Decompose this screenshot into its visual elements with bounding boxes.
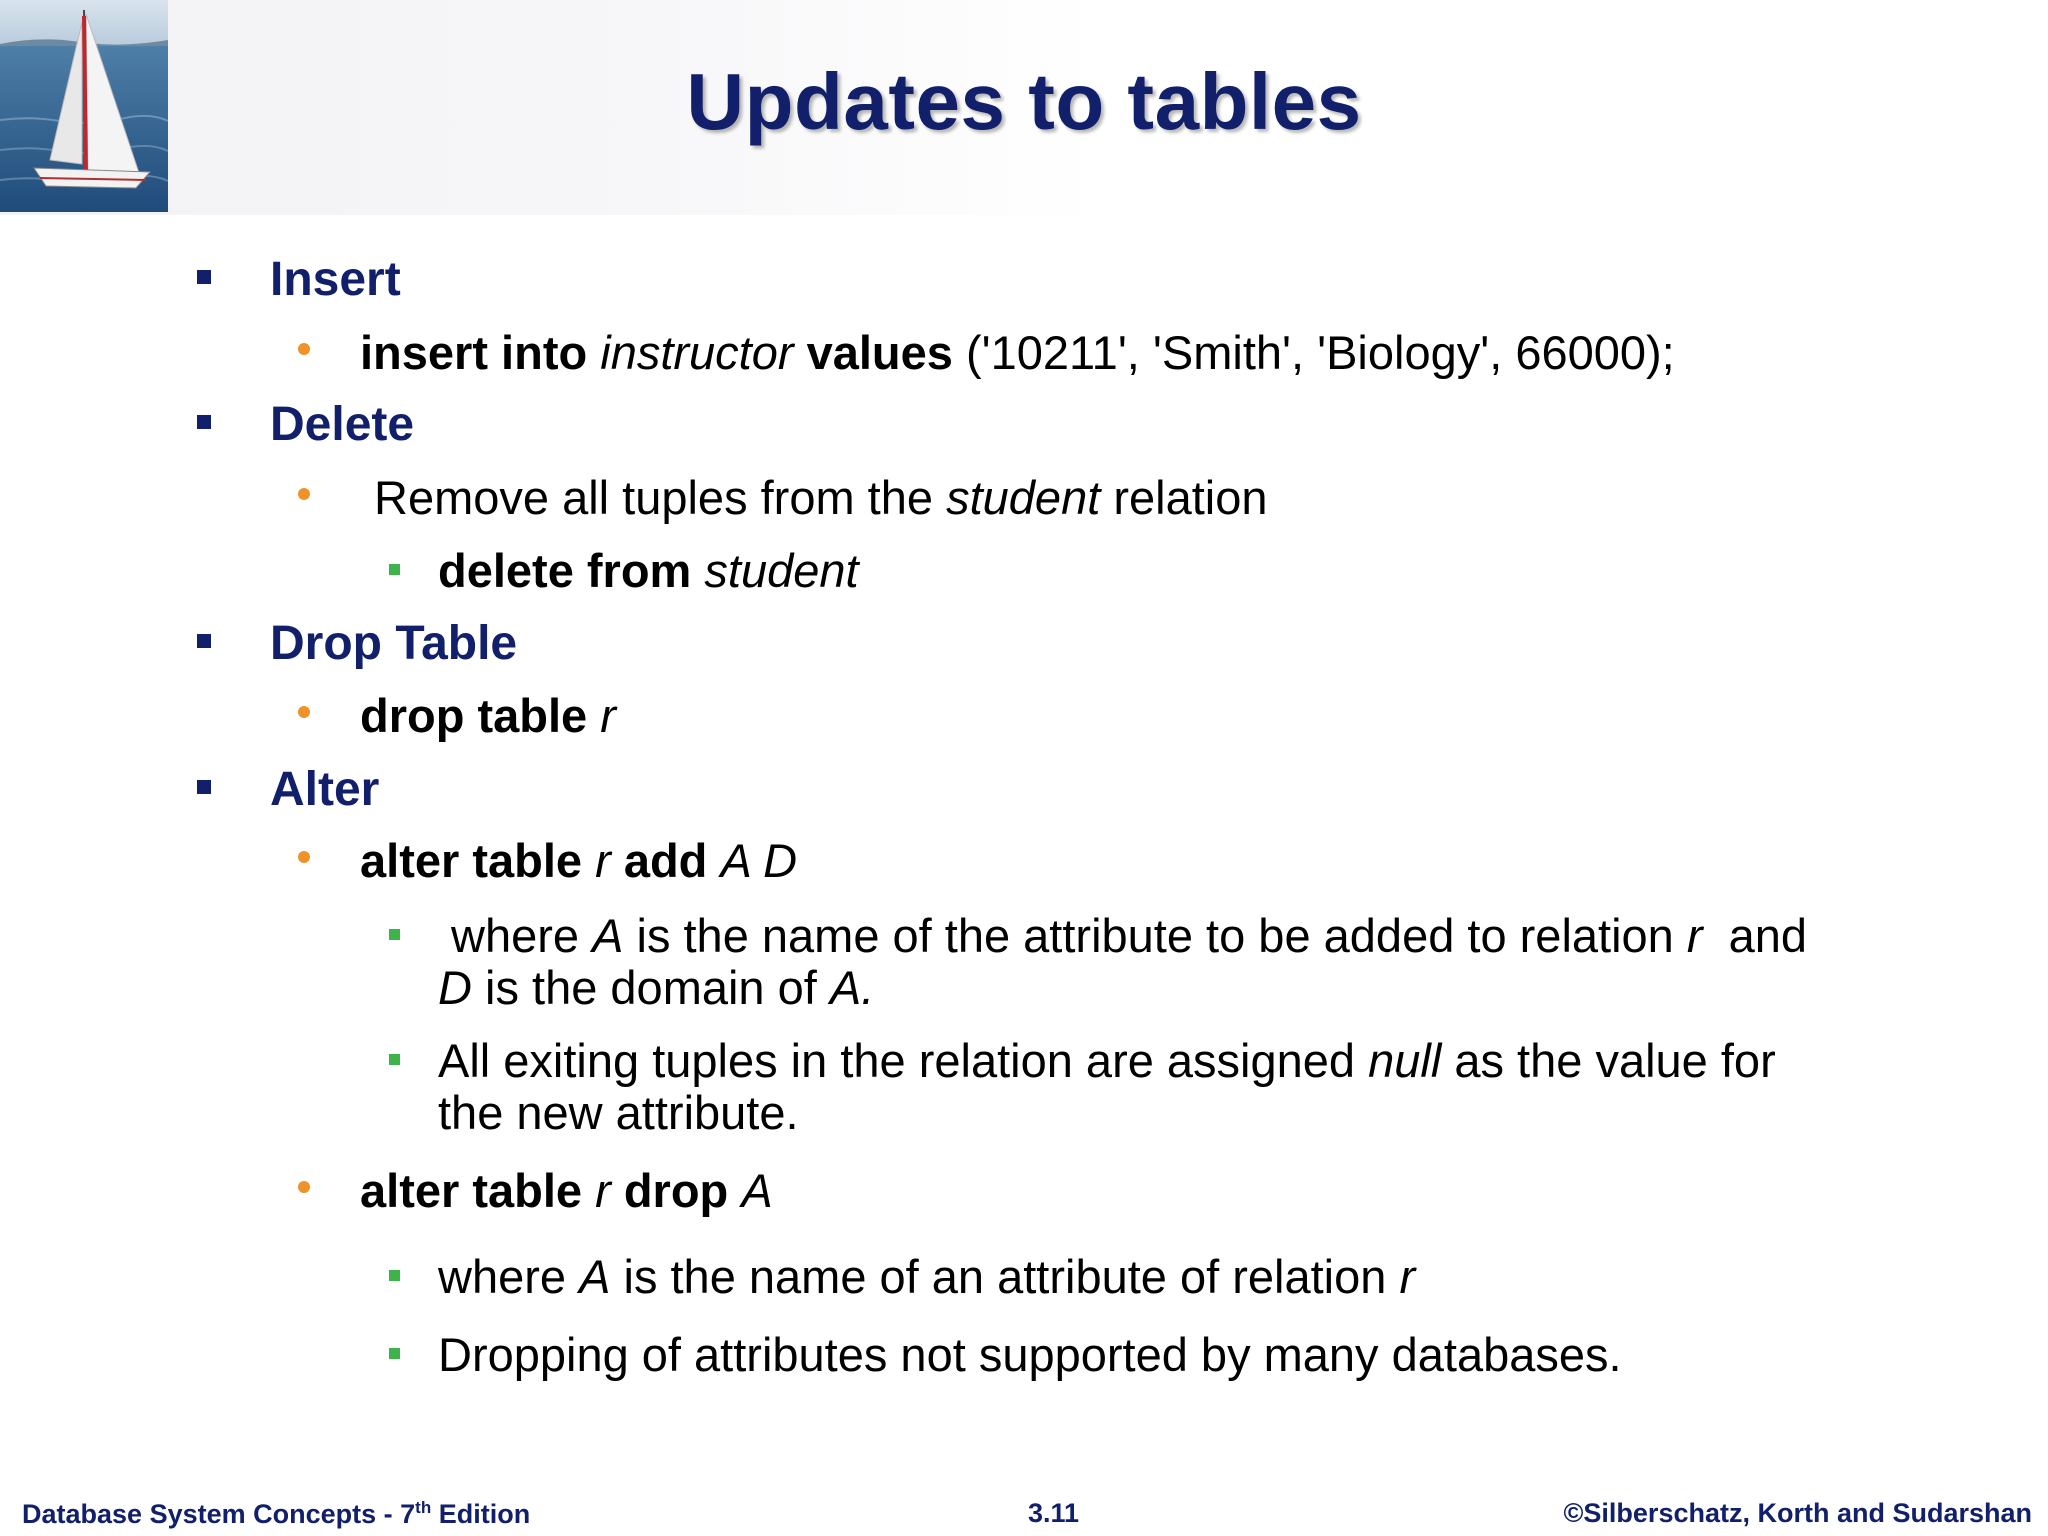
delete-description: Remove all tuples from the student relation bbox=[374, 471, 1268, 524]
alter-null-note-line2: the new attribute. bbox=[438, 1086, 799, 1139]
dot-bullet-icon bbox=[298, 706, 310, 718]
heading-drop-table: Drop Table bbox=[270, 617, 518, 670]
delete-statement: delete from student bbox=[438, 544, 859, 597]
drop-statement: drop table r bbox=[360, 689, 616, 742]
heading-delete: Delete bbox=[270, 398, 415, 451]
heading-insert: Insert bbox=[270, 253, 401, 306]
square-sub-bullet-icon bbox=[389, 929, 400, 940]
footer-page-number: 3.11 bbox=[1028, 1498, 1080, 1528]
alter-add-statement: alter table r add A D bbox=[360, 834, 798, 887]
insert-statement: insert into instructor values ('10211', 'Smith', 'Biology', 66000); bbox=[360, 326, 1675, 379]
alter-null-note-line1: All exiting tuples in the relation are assigned null as the value for bbox=[438, 1034, 1776, 1087]
footer-book: Database System Concepts - 7th Edition bbox=[22, 1498, 531, 1529]
square-sub-bullet-icon bbox=[389, 1348, 400, 1359]
heading-alter: Alter bbox=[270, 763, 380, 816]
footer-copyright: ©Silberschatz, Korth and Sudarshan bbox=[1563, 1498, 2032, 1528]
square-bullet-icon bbox=[197, 415, 211, 429]
square-sub-bullet-icon bbox=[389, 1054, 400, 1065]
square-bullet-icon bbox=[197, 780, 211, 794]
slide-title: Updates to tables bbox=[686, 57, 1362, 146]
square-sub-bullet-icon bbox=[389, 564, 400, 575]
square-sub-bullet-icon bbox=[389, 1270, 400, 1281]
alter-drop-statement: alter table r drop A bbox=[360, 1164, 773, 1217]
dot-bullet-icon bbox=[298, 851, 310, 863]
square-bullet-icon bbox=[197, 270, 211, 284]
dot-bullet-icon bbox=[298, 488, 310, 500]
dot-bullet-icon bbox=[298, 343, 310, 355]
alter-drop-support-note: Dropping of attributes not supported by many databases. bbox=[438, 1328, 1622, 1381]
dot-bullet-icon bbox=[298, 1181, 310, 1193]
square-bullet-icon bbox=[197, 634, 211, 648]
alter-add-note-line1: where A is the name of the attribute to be added to relation r and bbox=[451, 909, 1808, 962]
alter-drop-note: where A is the name of an attribute of relation r bbox=[438, 1250, 1416, 1303]
alter-add-note-line2: D is the domain of A. bbox=[438, 961, 875, 1014]
